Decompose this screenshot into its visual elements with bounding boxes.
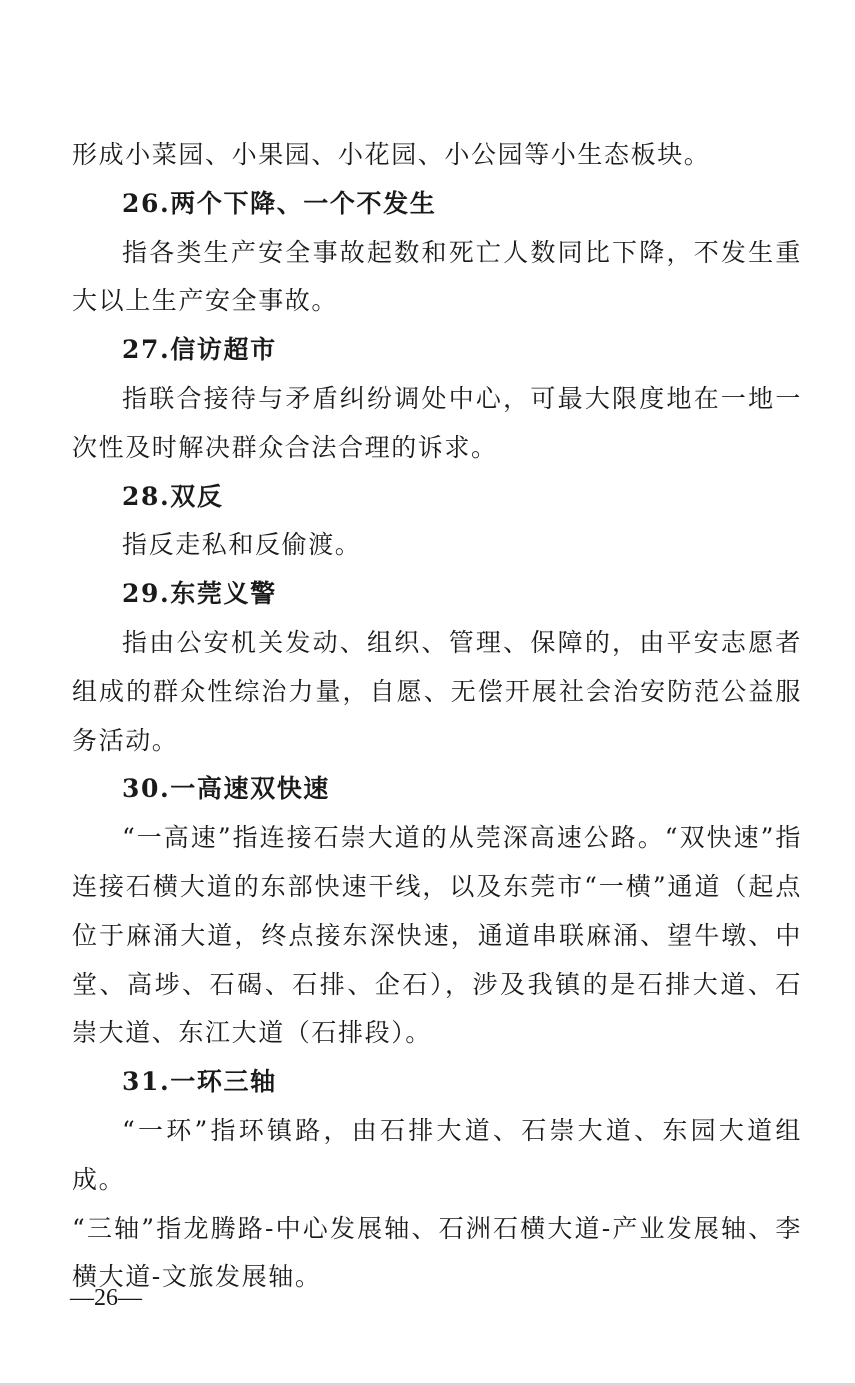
heading-28: 28.双反 bbox=[122, 481, 224, 511]
paragraph-26: 指各类生产安全事故起数和死亡人数同比下降，不发生重大以上生产安全事故。 bbox=[72, 237, 802, 316]
heading-29: 29.东莞义警 bbox=[122, 579, 277, 609]
heading-31: 31.一环三轴 bbox=[122, 1067, 277, 1097]
document-body bbox=[72, 131, 802, 1302]
heading-30: 30.一高速双快速 bbox=[122, 774, 330, 804]
heading-26: 26.两个下降、一个不发生 bbox=[122, 188, 437, 218]
paragraph-27: 指联合接待与矛盾纠纷调处中心，可最大限度地在一地一次性及时解决群众合法合理的诉求。 bbox=[72, 383, 802, 462]
page-number: —26— bbox=[70, 1285, 142, 1311]
paragraph-31a: “一环”指环镇路，由石排大道、石崇大道、东园大道组成。 bbox=[72, 1115, 802, 1194]
paragraph-29: 指由公安机关发动、组织、管理、保障的，由平安志愿者组成的群众性综治力量，自愿、无偿开展社会治安防范公益服务活动。 bbox=[72, 627, 802, 755]
heading-27: 27.信访超市 bbox=[122, 335, 277, 365]
paragraph-continuation: 形成小菜园、小果园、小花园、小公园等小生态板块。 bbox=[72, 140, 711, 169]
paragraph-30: “一高速”指连接石崇大道的从莞深高速公路。“双快速”指连接石横大道的东部快速干线，以及东莞市“一横”通道（起点位于麻涌大道，终点接东深快速，通道串联麻涌、望牛墩、中堂、高埗、石碣、石排、企石），涉及我镇的是石排大道、石崇大道、东江大道（石排段）。 bbox=[72, 823, 802, 1048]
paragraph-28: 指反走私和反偷渡。 bbox=[122, 530, 362, 560]
paragraph-31b: “三轴”指龙腾路-中心发展轴、石洲石横大道-产业发展轴、李横大道-文旅发展轴。 bbox=[72, 1213, 802, 1292]
